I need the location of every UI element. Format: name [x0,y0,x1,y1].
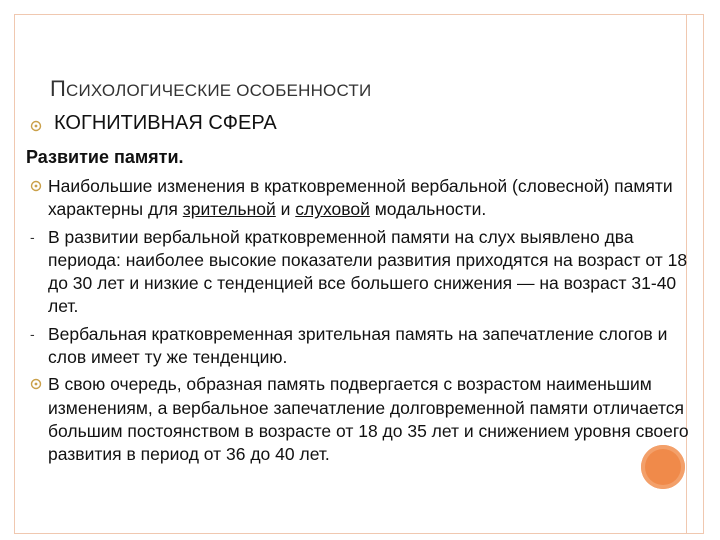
decorative-orb [641,445,685,489]
dash-bullet-icon: - [30,325,35,342]
item-underlined-2: слуховой [295,199,370,220]
list-item [30,373,690,466]
dash-bullet-icon: - [30,228,35,245]
item-tail: модальности. [369,199,487,220]
subtitle: КОГНИТИВНАЯ СФЕРА [54,112,277,134]
item-text: В свою очередь, образная память подвергается с возрастом наименьшим изменениям, а вербальное запечатление долговременной памяти отличается большим постоянством в возрасте от 18 до 35 лет и снижением уровня своего развития в период от 36 до 40 лет. [48,374,689,465]
list-item [30,226,690,319]
item-text: Наибольшие изменения в кратковременной вербальной (словесной) памяти характерны для [48,176,673,220]
frame-right-line-lower [686,454,687,534]
title-first-letter: П [50,76,67,101]
bullet-list [30,175,690,471]
flower-bullet-icon [30,175,46,198]
slide-title [50,76,371,102]
subtitle-row [30,112,277,135]
list-item [30,323,690,370]
flower-bullet-icon [30,373,46,396]
title-rest: СИХОЛОГИЧЕСКИЕ ОСОБЕННОСТИ [66,81,372,100]
section-heading: Развитие памяти. [26,147,184,167]
item-text: Вербальная кратковременная зрительная память на запечатление слогов и слов имеет ту же тенденцию. [48,323,668,368]
item-text: В развитии вербальной кратковременной памяти на слух выявлено два периода: наиболее высокие показатели развития приходятся на возраст от 18 до 30 лет и низкие с тенденцией все большего снижения — на возраст 31-40 лет. [48,226,688,317]
list-item [30,175,690,222]
item-mid: и [275,199,296,220]
item-underlined-1: зрительной [182,199,276,220]
flower-bullet-icon [30,120,42,132]
